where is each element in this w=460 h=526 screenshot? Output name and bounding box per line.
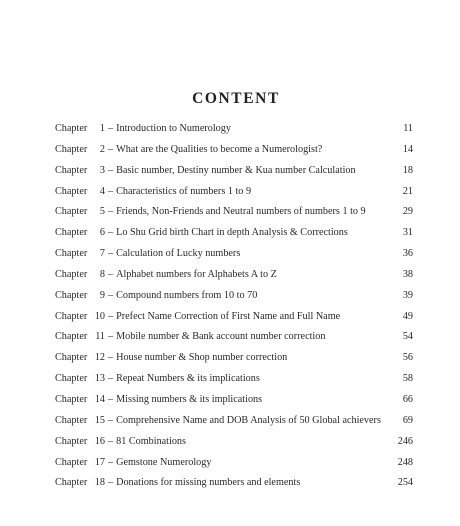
chapter-page-number: 58 [402,373,413,385]
toc-entry [55,351,413,372]
chapter-page-number: 38 [402,268,413,280]
chapter-title: Alphabet numbers for Alphabets A to Z [116,268,277,280]
chapter-title: Repeat Numbers & its implications [116,373,260,385]
page-title: CONTENT [192,90,280,107]
chapter-separator: – [108,435,114,447]
chapter-page-number: 29 [402,206,413,218]
chapter-number: 2 [99,143,105,155]
chapter-title: Lo Shu Grid birth Chart in depth Analysis & Corrections [116,227,348,239]
chapter-separator: – [108,477,114,489]
chapter-separator: – [108,227,114,239]
chapter-label: Chapter [55,352,88,364]
chapter-title: Prefect Name Correction of First Name and Full Name [116,310,341,322]
chapter-label: Chapter [55,227,88,239]
table-of-contents [55,122,413,497]
toc-entry [55,310,413,331]
chapter-page-number: 56 [402,352,413,364]
chapter-number: 13 [94,373,105,385]
chapter-title: Friends, Non-Friends and Neutral numbers of numbers 1 to 9 [116,206,366,218]
chapter-label: Chapter [55,435,88,447]
chapter-separator: – [108,164,114,176]
toc-entry [55,393,413,414]
chapter-page-number: 246 [397,435,413,447]
chapter-page-number: 39 [402,289,413,301]
chapter-separator: – [108,206,114,218]
chapter-label: Chapter [55,185,88,197]
chapter-number: 10 [94,310,105,322]
toc-entry [55,247,413,268]
chapter-label: Chapter [55,477,88,489]
chapter-separator: – [108,268,114,280]
chapter-number: 17 [94,456,105,468]
chapter-separator: – [108,456,114,468]
chapter-label: Chapter [55,289,88,301]
chapter-number: 18 [94,477,105,489]
chapter-number: 12 [94,352,105,364]
toc-entry [55,456,413,477]
chapter-label: Chapter [55,456,88,468]
chapter-separator: – [108,393,114,405]
chapter-label: Chapter [55,143,88,155]
chapter-label: Chapter [55,268,88,280]
chapter-title: Calculation of Lucky numbers [116,248,241,260]
chapter-page-number: 36 [402,248,413,260]
chapter-number: 5 [99,206,105,218]
chapter-separator: – [108,143,114,155]
chapter-label: Chapter [55,393,88,405]
toc-entry [55,143,413,164]
chapter-title: Comprehensive Name and DOB Analysis of 50 Global achievers [116,414,381,426]
chapter-separator: – [108,289,114,301]
chapter-number: 15 [94,414,105,426]
toc-entry [55,226,413,247]
toc-entry [55,185,413,206]
chapter-label: Chapter [55,248,88,260]
chapter-separator: – [108,310,114,322]
chapter-title: Characteristics of numbers 1 to 9 [116,185,252,197]
chapter-page-number: 254 [397,477,413,489]
chapter-title: Missing numbers & its implications [116,393,263,405]
chapter-title: Compound numbers from 10 to 70 [116,289,258,301]
chapter-number: 16 [94,435,105,447]
chapter-page-number: 21 [402,185,413,197]
chapter-number: 8 [99,268,105,280]
toc-entry [55,164,413,185]
chapter-title: Introduction to Numerology [116,123,231,134]
chapter-page-number: 69 [402,414,413,426]
chapter-label: Chapter [55,373,88,385]
toc-entry [55,289,413,310]
chapter-page-number: 248 [397,456,413,468]
toc-entry [55,122,413,143]
chapter-number: 14 [94,393,105,405]
chapter-title: 81 Combinations [116,435,186,447]
chapter-number: 3 [99,164,105,176]
chapter-separator: – [108,352,114,364]
chapter-number: 11 [95,331,105,343]
chapter-page-number: 14 [402,143,413,155]
chapter-separator: – [108,373,114,385]
chapter-label: Chapter [55,164,88,176]
chapter-page-number: 49 [402,310,413,322]
chapter-separator: – [108,331,114,343]
chapter-title: Gemstone Numerology [116,456,212,468]
toc-entry [55,476,413,497]
chapter-separator: – [108,414,114,426]
chapter-number: 1 [99,123,105,134]
chapter-label: Chapter [55,331,88,343]
toc-entry [55,268,413,289]
toc-entry [55,414,413,435]
chapter-title: Donations for missing numbers and elements [116,477,301,489]
chapter-page-number: 66 [402,393,413,405]
toc-entry [55,372,413,393]
chapter-title: Mobile number & Bank account number correction [116,331,326,343]
toc-entry [55,435,413,456]
chapter-title: Basic number, Destiny number & Kua number Calculation [116,164,356,176]
chapter-number: 4 [99,185,105,197]
chapter-label: Chapter [55,414,88,426]
chapter-number: 9 [99,289,105,301]
chapter-separator: – [108,248,114,260]
chapter-page-number: 31 [402,227,413,239]
chapter-page-number: 18 [402,164,413,176]
chapter-number: 7 [99,248,105,260]
chapter-number: 6 [99,227,105,239]
chapter-title: What are the Qualities to become a Numerologist? [116,143,323,155]
chapter-separator: – [108,123,114,134]
chapter-label: Chapter [55,206,88,218]
chapter-title: House number & Shop number correction [116,352,288,364]
chapter-page-number: 11 [403,123,413,134]
chapter-label: Chapter [55,310,88,322]
chapter-label: Chapter [55,123,88,134]
toc-entry [55,330,413,351]
chapter-separator: – [108,185,114,197]
chapter-page-number: 54 [402,331,413,343]
toc-entry [55,205,413,226]
